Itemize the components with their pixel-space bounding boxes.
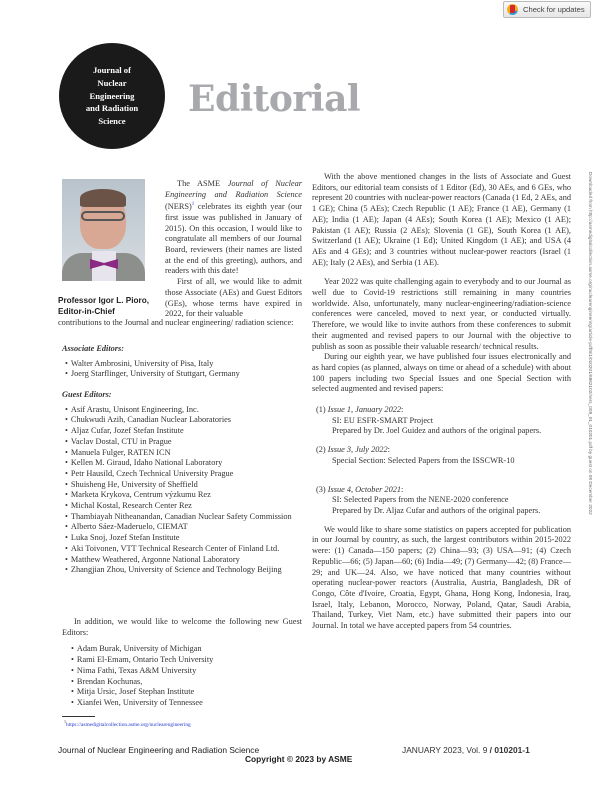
associate-editors-heading: Associate Editors: [62,344,124,353]
intro-paragraph-1: The ASME Journal of Nuclear Engineering and Radiation Science (NERS)$^1$ celebrates its eighth year (our first issue was published in January of 2015). On this occasion, I would like to congratulate all members of our Journal Board, reviewers (their names are listed at the end of this greeting), authors, and readers with this date! [165,179,302,276]
list-item: • Nima Fathi, Texas A&M University [68,666,302,677]
list-item: • Petr Hausild, Czech Technical University Prague [62,469,302,480]
list-item: • Walter Ambrosini, University of Pisa, Italy [62,359,302,370]
logo-line: Engineering [89,90,135,101]
list-item: • Chukwudi Azih, Canadian Nuclear Laboratories [62,415,302,426]
list-item: • Rami El-Emam, Ontario Tech University [68,655,302,666]
list-item: • Mitja Ursic, Josef Stephan Institute [68,687,302,698]
list-item: • Vaclav Dostal, CTU in Prague [62,437,302,448]
welcome-intro: In addition, we would like to welcome the following new Guest Editors: [62,617,302,637]
journal-logo [59,43,165,149]
check-for-updates-button[interactable] [503,1,591,18]
paragraph-statistics: We would like to share some statistics on papers accepted for publication in our Journal by country, as such, the largest contributors within 2015-2022 were: (1) Canada—150 papers; (2) China—93; (3) USA—91; (4) Czech Republic—66; (5) Japan—60; (6) India—49; (7) Germany—42; (8) France—29; and UK—24. Also, we have noticed that many countries without operating nuclear-power reactors (Australia, Austria, Bangladesh, DR of Congo, Côte d'Ivoire, Croatia, Egypt, Ghana, Hong Kong, Indonesia, Iraq, Israel, Italy, Lebanon, Morocco, Norway, Poland, Qatar, Saudi Arabia, Thailand, Turkey, Viet Nam, etc.) have submitted their papers into our Journal. In total we have accepted papers from 54 countries. [312,524,571,631]
logo-line: Nuclear [97,77,127,88]
list-item: • Marketa Krykova, Centrum výzkumu Rez [62,490,302,501]
list-item: • Adam Burak, University of Michigan [68,644,302,655]
logo-line: Journal of [93,65,131,75]
associate-editors-section [62,344,302,380]
footnote-mark: 1 [64,719,66,724]
list-item: • Thambiayah Nitheanandan, Canadian Nuclear Safety Commission [62,512,302,523]
issue-item: (3) Issue 4, October 2021: SI: Selected Papers from the NENE-2020 conference Prepared by Dr. Aljaz Cufar and authors of the original papers. [316,484,541,515]
footer-copyright: Copyright © 2023 by ASME [245,754,353,764]
logo-line: and Radiation [85,103,139,114]
caption-role: Editor-in-Chief [58,306,115,316]
paragraph-year-2022: Year 2022 was quite challenging again to everybody and to our Journal as well due to Covid-19 restrictions still remaining in many countries worldwide. Also, unfortunately, many nuclear-engineering/radiation-science conferences were canceled, moved to next year, or conducted virtually. Therefore, we would like to invite authors from these conferences to submit their augmented and revised papers to our Journal with the objective to publish as soon as possible their valuable research/ technical results. [312,277,571,351]
paragraph-eighth-year: During our eighth year, we have published four issues electronically and as hard copies (as planned, always on time or ahead of a schedule) with about 100 papers including two Special Issues and one Special Section with selected augmented and revised papers: [312,352,571,394]
list-item: • Asif Arastu, Unisont Engineering, Inc. [62,405,302,416]
footnote-divider [62,716,95,717]
footnote-link[interactable]: https://asmedigitalcollection.asme.org/nuclearengineering [66,721,191,728]
list-item: • Alberto Sáez-Maderuelo, CIEMAT [62,522,302,533]
list-item: • Michal Kostal, Research Center Rez [62,501,302,512]
download-stamp: Downloaded from http://asmedigitalcollection.asme.org/nuclearengineering/article-pdf/9/1/010201/6962102/ners_009_01_010201.pdf by guest on 08 December 2022 [588,172,593,515]
special-issues-list [312,405,571,517]
paragraph-editorial-team: With the above mentioned changes in the lists of Associate and Guest Editors, our editorial team consists of 1 Editor (Ed), 30 AEs, and 6 GEs, who represent 20 countries with nuclear-power reactors (Canada (1 Ed, 2 AEs, and 1 GE); China (5 AEs); Czech Republic (1 AE); France (1 AE), Germany (1 AE); India (1 AE); Japan (4 AEs); South Korea (1 AE); Mexico (1 AE); Pakistan (1 AE); Russia (2 AEs); Slovenia (1 GE), South Korea (1 AE), Switzerland (1 AE); Ukraine (1 Ed); United Kingdom (1 AE); and USA (4 AEs and 4 GEs); and 3 countries without nuclear-power reactors (Israel (1 AE); Italy (2 AEs), and Serbia (1 AE). [312,172,571,267]
footnote [64,719,191,728]
article-id: 010201-1 [494,745,530,755]
list-item: • Aki Toivonen, VTT Technical Research Center of Finland Ltd. [62,544,302,555]
list-item: • Kellen M. Giraud, Idaho National Laboratory [62,458,302,469]
photo-caption [58,296,149,317]
footer-journal-name: Journal of Nuclear Engineering and Radiation Science [58,745,260,755]
issue-item: (1) Issue 1, January 2022: SI: EU ESFR-SMART Project Prepared by Dr. Joel Guidez and authors of the original papers. [316,405,542,436]
list-item: • Manuela Fulger, RATEN ICN [62,448,302,459]
list-item: • Xianfei Wen, University of Tennessee [68,698,302,709]
list-item: • Luka Snoj, Jozef Stefan Institute [62,533,302,544]
footer-issue-info: JANUARY 2023, Vol. 9 / 010201-1 [402,745,530,755]
list-item: • Joerg Starflinger, University of Stuttgart, Germany [62,369,302,380]
list-item: • Shuisheng He, University of Sheffield [62,480,302,491]
list-item: • Aljaz Cufar, Jozef Stefan Institute [62,426,302,437]
list-item: • Zhangjian Zhou, University of Science and Technology Beijing [62,565,302,576]
caption-name: Professor Igor L. Pioro, [58,296,149,305]
issue-item: (2) Issue 3, July 2022: Special Section: Selected Papers from the ISSCWR-10 [316,445,515,465]
list-item: • Matthew Weathered, Argonne National Laboratory [62,555,302,566]
crossmark-icon [507,4,518,15]
editor-photo [62,179,145,281]
footnote-ref[interactable]: 1 [191,202,195,208]
welcome-section [62,617,302,709]
guest-editors-section [62,390,302,576]
intro-text [165,179,302,320]
logo-line: Science [98,116,126,127]
check-for-updates-label: Check for updates [523,5,585,14]
page-title: Editorial [188,78,361,120]
intro-paragraph-2: First of all, we would like to admit those Associate (AEs) and Guest Editors (GEs), whose terms have expired in 2022, for their valuable [165,277,302,319]
intro-continuation: contributions to the Journal and nuclear engineering/ radiation science: [58,318,294,327]
list-item: • Brendan Kochunas, [68,677,302,688]
right-column [312,172,571,632]
guest-editors-heading: Guest Editors: [62,390,112,399]
